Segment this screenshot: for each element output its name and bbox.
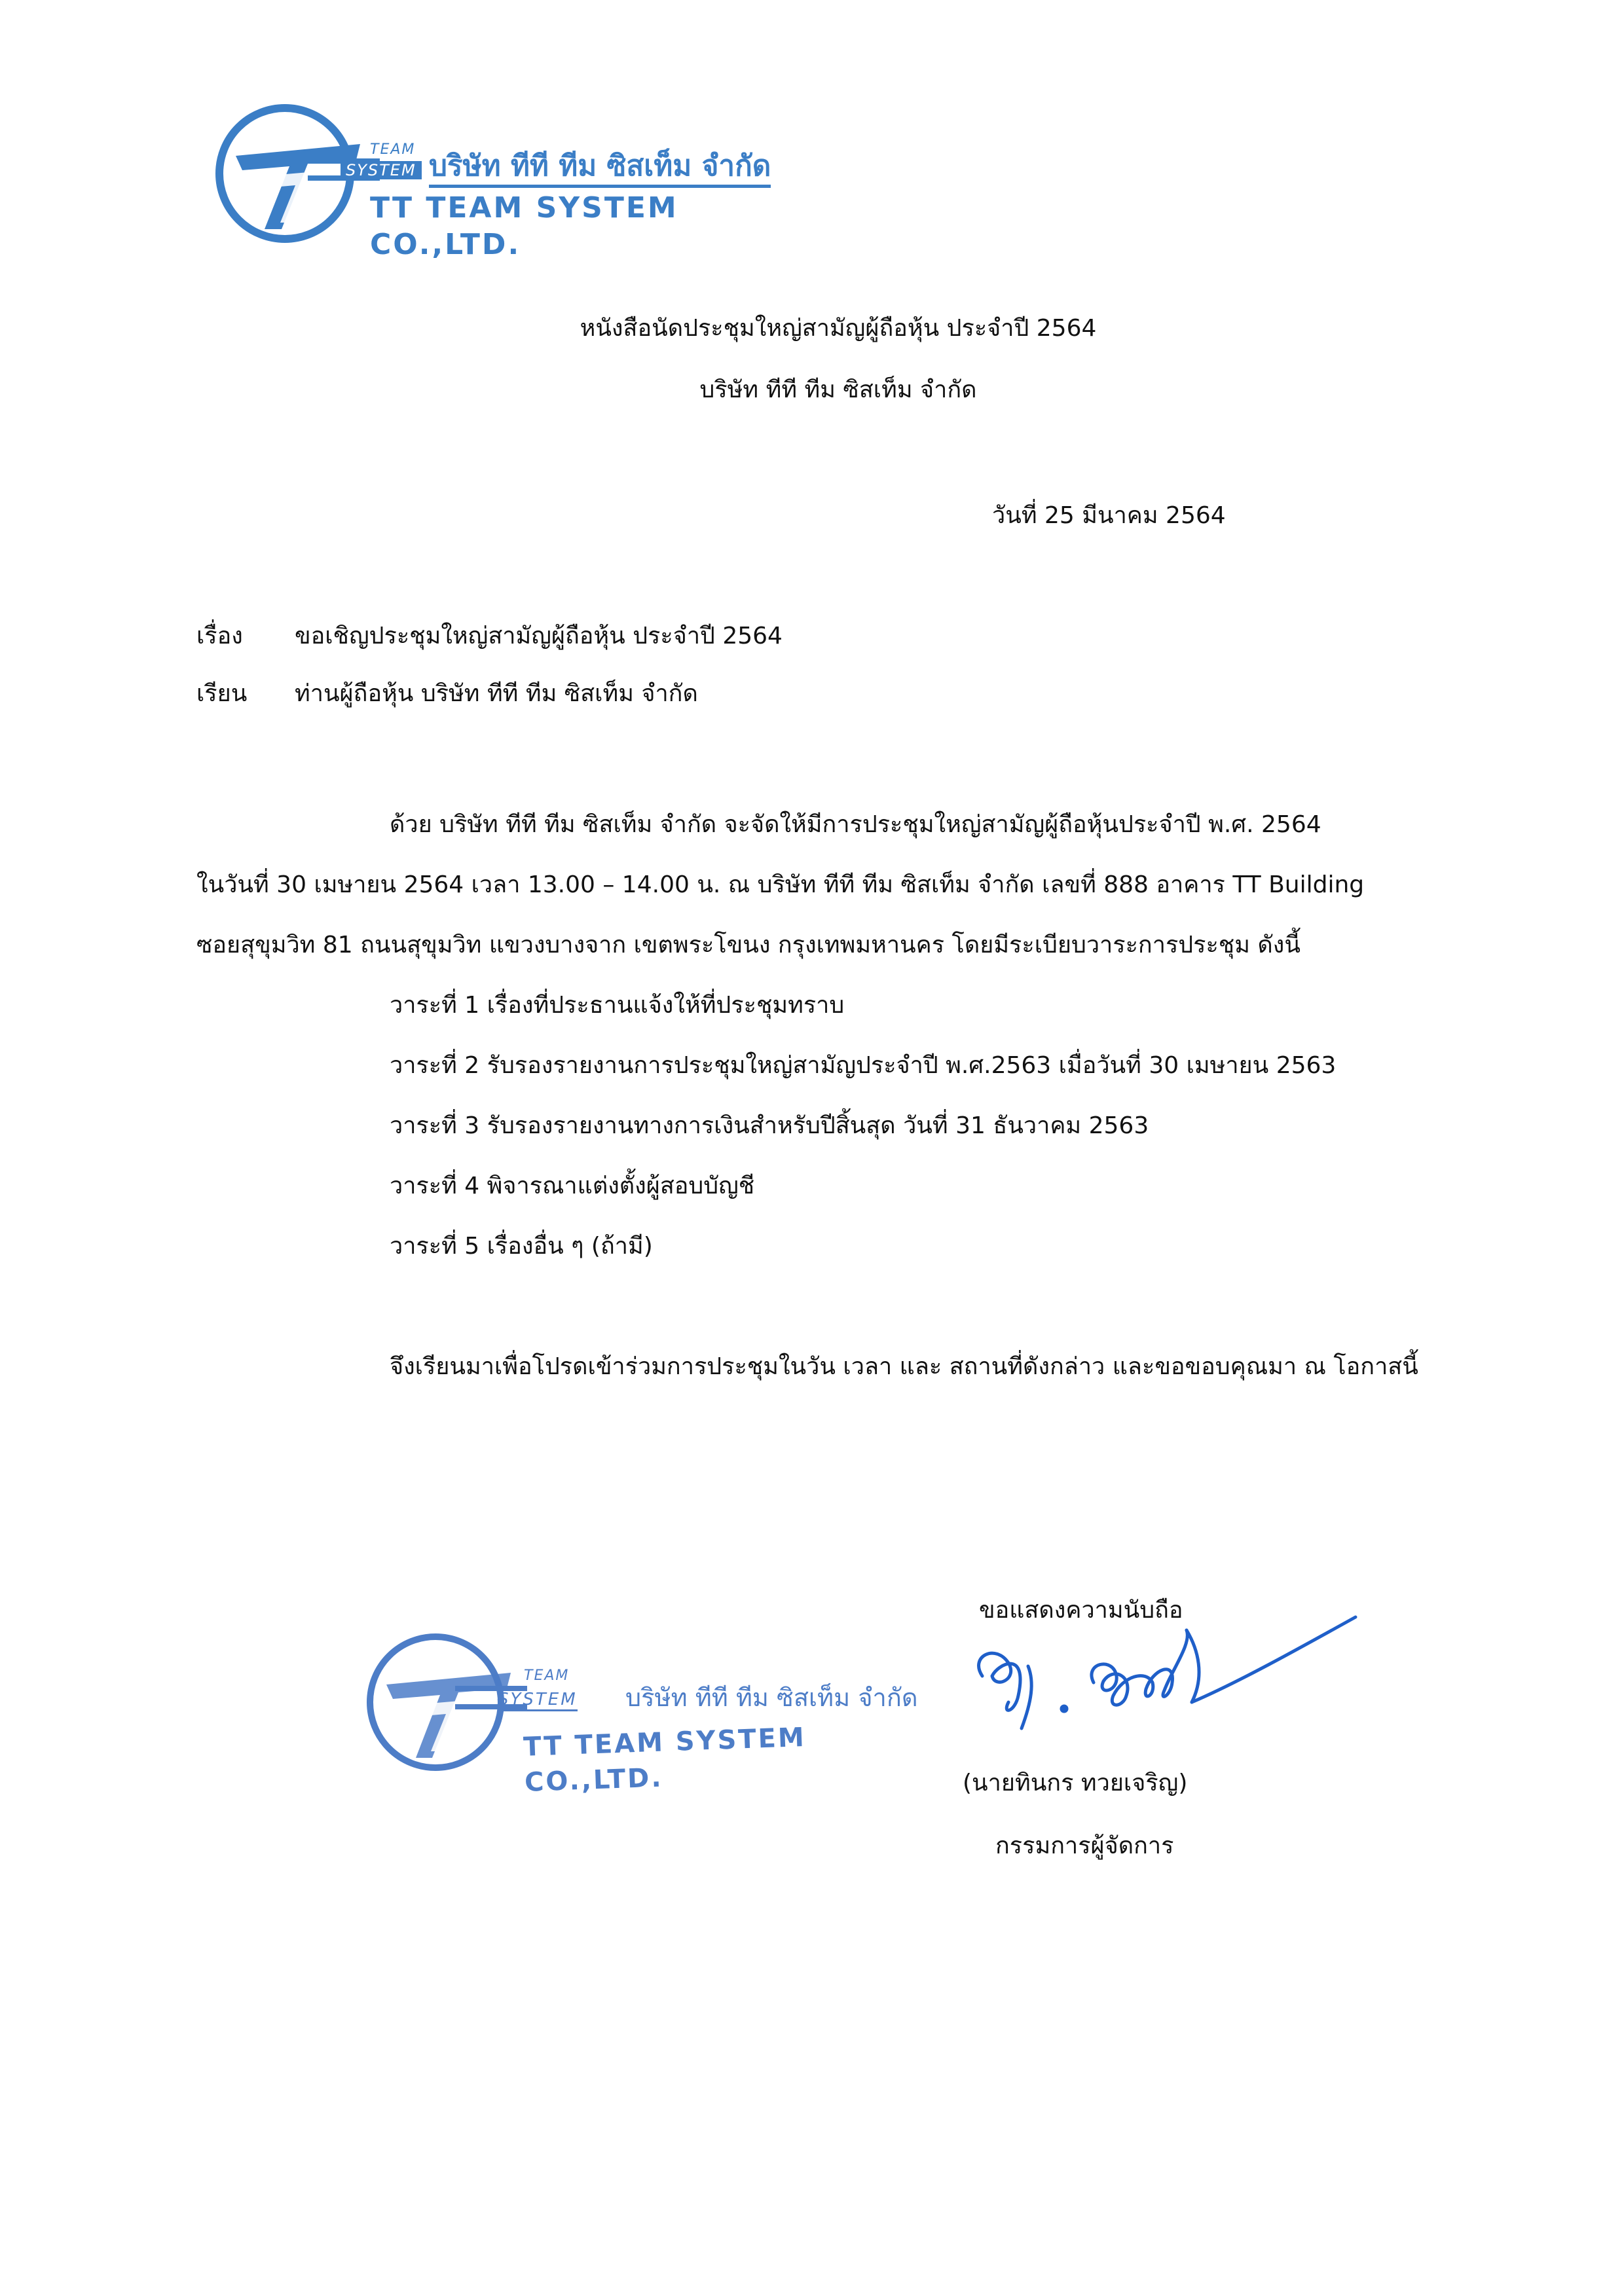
subject-label: เรื่อง <box>196 623 243 649</box>
agenda-item: วาระที่ 1 เรื่องที่ประธานแจ้งให้ที่ประชุมทราบ <box>390 992 845 1019</box>
letterhead-logo <box>210 98 799 261</box>
body-line: ด้วย บริษัท ทีที ทีม ซิสเท็ม จำกัด จะจัดให้มีการประชุมใหญ่สามัญผู้ถือหุ้นประจำปี พ.ศ. 2564 <box>390 811 1321 838</box>
stamp-company-english: TT TEAM SYSTEM CO.,LTD. <box>523 1722 807 1798</box>
closing-line: จึงเรียนมาเพื่อโปรดเข้าร่วมการประชุมในวัน เวลา และ สถานที่ดังกล่าว และขอขอบคุณมา ณ โอกาสนี้ <box>390 1353 1418 1380</box>
logo-system-word: SYSTEM <box>341 161 422 179</box>
to-label: เรียน <box>196 680 248 707</box>
logo-company-english: TT TEAM SYSTEM CO.,LTD. <box>370 191 678 261</box>
subject-text: ขอเชิญประชุมใหญ่สามัญผู้ถือหุ้น ประจำปี 2564 <box>295 623 783 649</box>
agenda-item: วาระที่ 3 รับรองรายงานทางการเงินสำหรับปีสิ้นสุด วันที่ 31 ธันวาคม 2563 <box>390 1112 1149 1139</box>
stamp-company-thai: บริษัท ทีที ทีม ซิสเท็ม จำกัด <box>625 1683 918 1712</box>
handwritten-signature <box>956 1604 1375 1735</box>
company-stamp <box>357 1620 933 1798</box>
agenda-item: วาระที่ 2 รับรองรายงานการประชุมใหญ่สามัญประจำปี พ.ศ.2563 เมื่อวันที่ 30 เมษายน 2563 <box>390 1052 1337 1079</box>
document-title-company: บริษัท ทีที ทีม ซิสเท็ม จำกัด <box>699 376 977 403</box>
stamp-team-word: TEAM <box>524 1667 570 1684</box>
agenda-item: วาระที่ 5 เรื่องอื่น ๆ (ถ้ามี) <box>390 1233 653 1260</box>
agenda-item: วาระที่ 4 พิจารณาแต่งตั้งผู้สอบบัญชี <box>390 1173 755 1199</box>
to-text: ท่านผู้ถือหุ้น บริษัท ทีที ทีม ซิสเท็ม จำกัด <box>295 680 698 707</box>
document-title: หนังสือนัดประชุมใหญ่สามัญผู้ถือหุ้น ประจำปี 2564 <box>580 315 1097 342</box>
signatory-title: กรรมการผู้จัดการ <box>995 1832 1174 1859</box>
stamp-system-word: SYSTEM <box>498 1690 578 1711</box>
sign-off: ขอแสดงความนับถือ <box>979 1597 1183 1624</box>
body-line: ซอยสุขุมวิท 81 ถนนสุขุมวิท แขวงบางจาก เขตพระโขนง กรุงเทพมหานคร โดยมีระเบียบวาระการประชุม ดังนี้ <box>196 932 1301 958</box>
document-date: วันที่ 25 มีนาคม 2564 <box>992 502 1226 529</box>
signatory-name: (นายทินกร ทวยเจริญ) <box>963 1770 1188 1796</box>
logo-team-word: TEAM <box>370 141 416 158</box>
body-line: ในวันที่ 30 เมษายน 2564 เวลา 13.00 – 14.00 น. ณ บริษัท ทีที ทีม ซิสเท็ม จำกัด เลขที่ 888 อาคาร TT Building <box>196 871 1365 898</box>
logo-company-thai: บริษัท ทีที ทีม ซิสเท็ม จำกัด <box>429 148 771 188</box>
